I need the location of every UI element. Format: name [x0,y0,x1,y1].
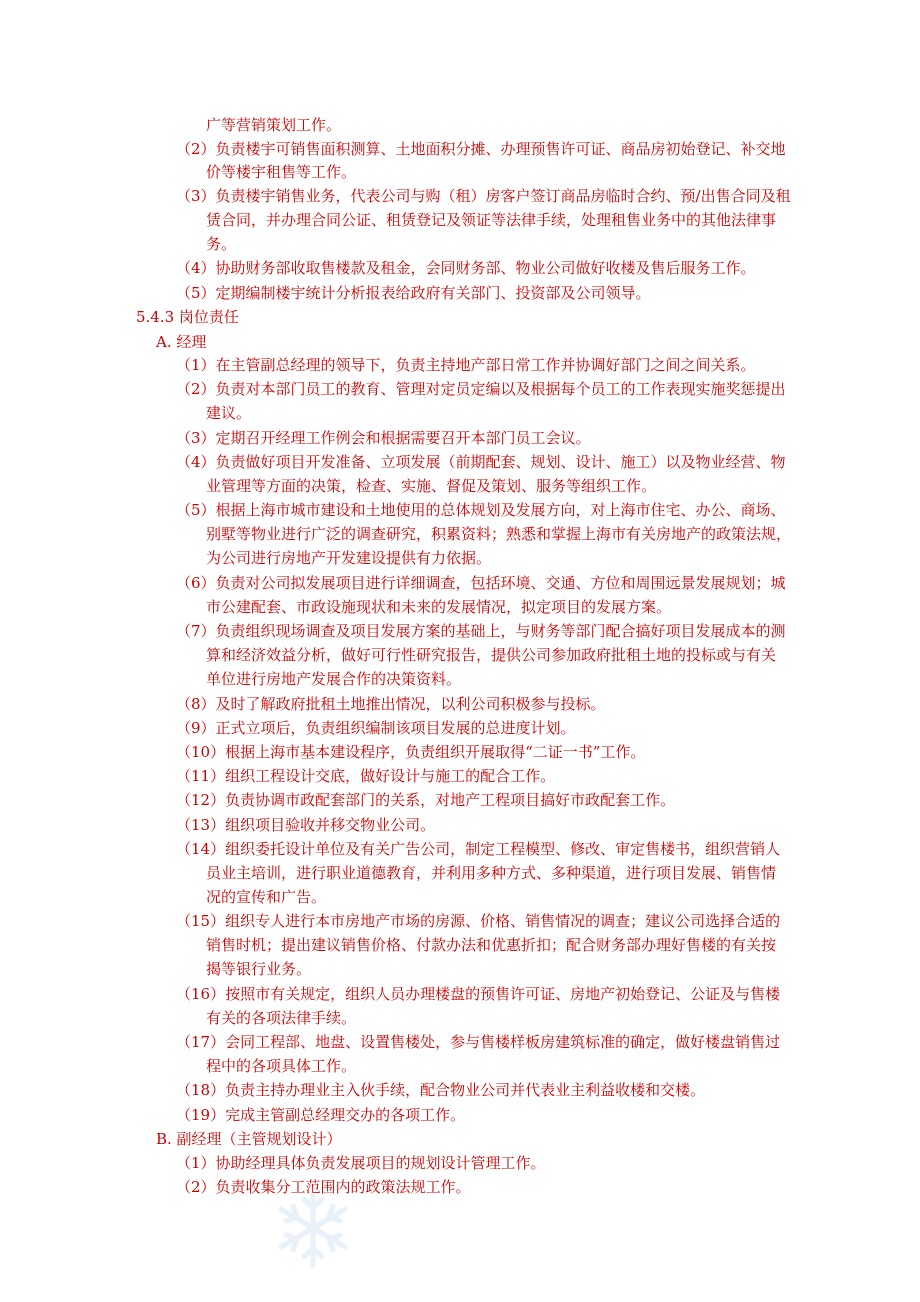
text-line: （9）正式立项后，负责组织编制该项目发展的总进度计划。 [176,719,576,737]
snowflake-watermark-icon [268,1178,358,1278]
text-line: 建议。 [206,404,252,422]
text-line: 销售时机；提出建议销售价格、付款办法和优惠折扣；配合财务部办理好售楼的有关按 [206,936,777,954]
text-line: （15）组织专人进行本市房地产市场的房源、价格、销售情况的调查；建议公司选择合适的 [176,912,781,930]
text-line: （1）协助经理具体负责发展项目的规划设计管理工作。 [176,1154,546,1172]
text-line: 业管理等方面的决策，检查、实施、督促及策划、服务等组织工作。 [206,477,657,495]
text-line: （12）负责协调市政配套部门的关系，对地产工程项目搞好市政配套工作。 [176,791,676,809]
text-line: （11）组织工程设计交底，做好设计与施工的配合工作。 [176,767,556,785]
text-line: （4）协助财务部收取售楼款及租金，会同财务部、物业公司做好收楼及售后服务工作。 [176,259,756,277]
text-line: （5）定期编制楼宇统计分析报表给政府有关部门、投资部及公司领导。 [176,284,651,302]
text-line: 为公司进行房地产开发建设提供有力依据。 [206,549,492,567]
text-line: 市公建配套、市政设施现状和未来的发展情况，拟定项目的发展方案。 [206,598,672,616]
text-line: （19）完成主管副总经理交办的各项工作。 [176,1106,466,1124]
text-line: 程中的各项具体工作。 [206,1057,357,1075]
text-line: 单位进行房地产发展合作的决策资料。 [206,670,462,688]
text-line: （16）按照市有关规定，组织人员办理楼盘的预售许可证、房地产初始登记、公证及与售楼 [176,985,781,1003]
text-line: （4）负责做好项目开发准备、立项发展（前期配套、规划、设计、施工）以及物业经营、物 [176,453,786,471]
text-line: 算和经济效益分析，做好可行性研究报告，提供公司参加政府批租土地的投标或与有关 [206,646,777,664]
text-line: 广等营销策划工作。 [206,116,342,134]
text-line: 有关的各项法律手续。 [206,1009,357,1027]
text-line: （18）负责主持办理业主入伙手续，配合物业公司并代表业主利益收楼和交楼。 [176,1081,706,1099]
subsection-heading: A. 经理 [156,333,207,351]
text-line: （3）定期召开经理工作例会和根据需要召开本部门员工会议。 [176,429,591,447]
text-line: 况的宣传和广告。 [206,888,327,906]
text-line: （14）组织委托设计单位及有关广告公司，制定工程模型、修改、审定售楼书，组织营销人 [176,840,781,858]
text-line: （2）负责对本部门员工的教育、管理对定员定编以及根据每个员工的工作表现实施奖惩提出 [176,380,786,398]
text-line: （2）负责楼宇可销售面积测算、土地面积分摊、办理预售许可证、商品房初始登记、补交地 [176,140,786,158]
text-line: 赁合同，并办理合同公证、租赁登记及领证等法律手续，处理租售业务中的其他法律事 [206,211,777,229]
text-line: （10）根据上海市基本建设程序，负责组织开展取得“二证一书”工作。 [176,743,646,761]
subsection-heading: B. 副经理（主管规划设计） [156,1130,342,1148]
text-line: （17）会同工程部、地盘、设置售楼处，参与售楼样板房建筑标准的确定，做好楼盘销售过 [176,1033,781,1051]
text-line: （7）负责组织现场调查及项目发展方案的基础上，与财务等部门配合搞好项目发展成本的测 [176,622,786,640]
text-line: （13）组织项目验收并移交物业公司。 [176,816,436,834]
text-line: （2）负责收集分工范围内的政策法规工作。 [176,1178,471,1196]
text-line: （3）负责楼宇销售业务，代表公司与购（租）房客户签订商品房临时合约、预/出售合同及租 [176,187,791,205]
text-line: 别墅等物业进行广泛的调查研究，积累资料；熟悉和掌握上海市有关房地产的政策法规， [206,525,792,543]
text-line: （5）根据上海市城市建设和土地使用的总体规划及发展方向，对上海市住宅、办公、商场、 [176,501,786,519]
text-line: （6）负责对公司拟发展项目进行详细调查，包括环境、交通、方位和周围远景发展规划；城 [176,574,786,592]
section-heading: 5.4.3 岗位责任 [136,308,239,326]
text-line: 务。 [206,235,237,253]
text-line: （1）在主管副总经理的领导下，负责主持地产部日常工作并协调好部门之间之间关系。 [176,356,756,374]
text-line: 员业主培训，进行职业道德教育，并利用多种方式、多种渠道，进行项目发展、销售情 [206,864,777,882]
text-line: 价等楼宇租售等工作。 [206,163,357,181]
text-line: （8）及时了解政府批租土地推出情况，以利公司积极参与投标。 [176,695,606,713]
text-line: 揭等银行业务。 [206,960,312,978]
